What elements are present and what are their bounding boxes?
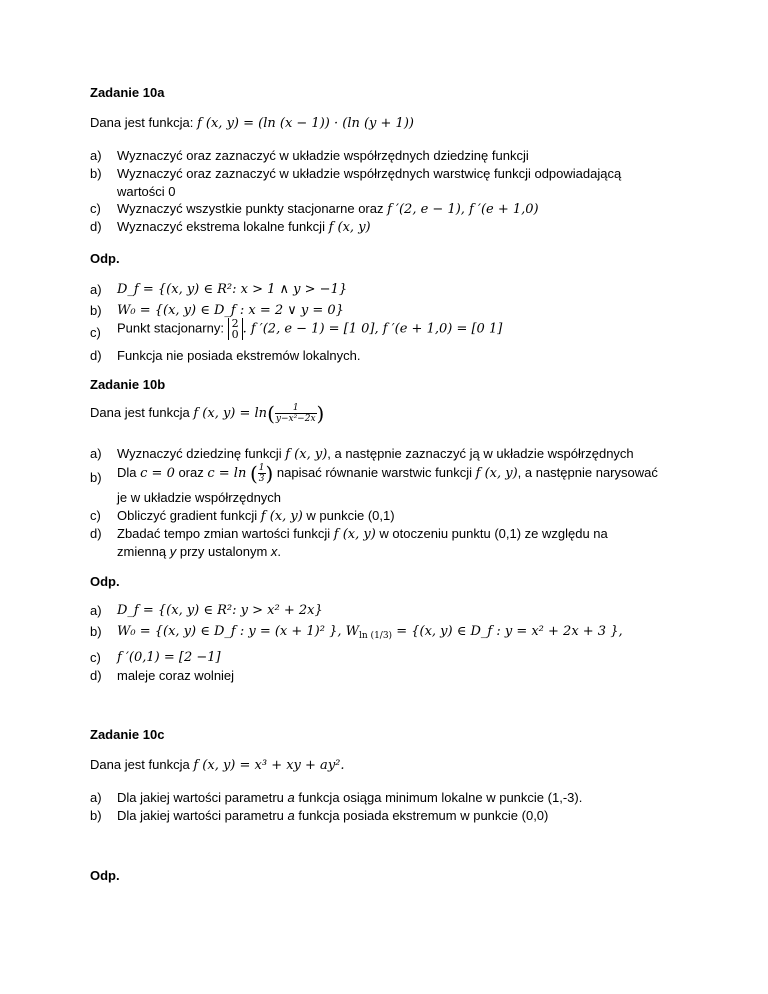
task-10c-b-text: Dla jakiej wartości parametru bbox=[117, 808, 288, 823]
task-10b-a bbox=[117, 446, 634, 462]
formula-10a: f (x, y) = (ln (x − 1)) · (ln (y + 1)) bbox=[196, 116, 414, 131]
formula-10c: f (x, y) = x³ + xy + ay². bbox=[193, 758, 345, 773]
odp-10a: Odp. bbox=[90, 251, 120, 266]
task-10b-d-line2b: y bbox=[169, 544, 177, 559]
task-10a-c-math: f ′(2, e − 1), f ′(e + 1,0) bbox=[387, 202, 539, 217]
intro-10c bbox=[90, 757, 345, 773]
task-10c-b-param: a bbox=[287, 808, 295, 823]
task-10c-a-text2: funkcja osiąga minimum lokalne w punkcie (1,-3). bbox=[294, 790, 583, 805]
task-10b-d-label: d) bbox=[90, 526, 102, 541]
fraction-10b-numerator: 1 bbox=[275, 403, 317, 414]
ans-10b-a-label: a) bbox=[90, 603, 102, 618]
task-10c-a-text: Dla jakiej wartości parametru bbox=[117, 790, 288, 805]
matrix-top: 2 bbox=[231, 317, 239, 330]
odp-10b: Odp. bbox=[90, 574, 120, 589]
fraction-10b-b-num: 1 bbox=[258, 463, 265, 473]
task-10b-c bbox=[117, 508, 395, 524]
task-10a-d-math: f (x, y) bbox=[328, 220, 371, 235]
task-10b-b-math2: c = ln bbox=[207, 465, 247, 481]
fraction-10b-b-den: 3 bbox=[258, 474, 265, 484]
task-10a-c bbox=[117, 201, 539, 217]
task-10b-d-text: Zbadać tempo zmian wartości funkcji bbox=[117, 526, 334, 541]
ans-10a-d: Funkcja nie posiada ekstremów lokalnych. bbox=[117, 348, 361, 363]
task-10c-a-label: a) bbox=[90, 790, 102, 805]
task-10a-a-label: a) bbox=[90, 148, 102, 163]
ans-10a-c-label: c) bbox=[90, 325, 101, 340]
task-10b-b-line2: je w układzie współrzędnych bbox=[117, 490, 282, 505]
stationary-point-matrix bbox=[228, 318, 243, 340]
ans-10a-a: D_f = {(x, y) ∈ R²: x > 1 ∧ y > −1} bbox=[117, 282, 348, 297]
ans-10b-d-label: d) bbox=[90, 668, 102, 683]
heading-zadanie-10b: Zadanie 10b bbox=[90, 377, 166, 392]
heading-zadanie-10a: Zadanie 10a bbox=[90, 85, 165, 100]
task-10b-b-text3: , a następnie narysować bbox=[517, 464, 658, 480]
task-10a-c-label: c) bbox=[90, 201, 101, 216]
heading-zadanie-10c: Zadanie 10c bbox=[90, 727, 165, 742]
task-10a-b-label: b) bbox=[90, 166, 102, 181]
ans-10a-d-label: d) bbox=[90, 348, 102, 363]
task-10b-c-text2: w punkcie (0,1) bbox=[302, 508, 395, 523]
fraction-10b bbox=[275, 403, 317, 424]
task-10c-a-param: a bbox=[287, 790, 295, 805]
ans-10a-c bbox=[117, 318, 502, 340]
fraction-10b-denominator: y−x²−2x bbox=[275, 414, 316, 424]
task-10b-d-line2a: zmienną bbox=[117, 544, 170, 559]
task-10b-b-math1: c = 0 bbox=[140, 465, 175, 481]
task-10b-d-text2: w otoczeniu punktu (0,1) ze względu na bbox=[375, 526, 608, 541]
intro-10b bbox=[90, 403, 324, 424]
matrix-bottom: 0 bbox=[231, 328, 239, 341]
task-10a-c-text: Wyznaczyć wszystkie punkty stacjonarne oraz bbox=[117, 201, 388, 216]
task-10c-a bbox=[117, 790, 582, 805]
task-10b-c-math: f (x, y) bbox=[260, 509, 303, 524]
ans-10a-b-label: b) bbox=[90, 303, 102, 318]
task-10b-d-line2 bbox=[117, 544, 281, 559]
fraction-10b-b bbox=[258, 463, 266, 484]
task-10c-b bbox=[117, 808, 548, 823]
ans-10b-c: f ′(0,1) = [2 −1] bbox=[117, 650, 221, 665]
task-10b-b-math3: f (x, y) bbox=[475, 465, 518, 481]
task-10a-d bbox=[117, 219, 371, 235]
task-10c-b-text2: funkcja posiada ekstremum w punkcie (0,0) bbox=[294, 808, 549, 823]
task-10a-d-text: Wyznaczyć ekstrema lokalne funkcji bbox=[117, 219, 329, 234]
ans-10b-a: D_f = {(x, y) ∈ R²: y > x² + 2x} bbox=[117, 603, 323, 618]
odp-10c: Odp. bbox=[90, 868, 120, 883]
ans-10a-b: W₀ = {(x, y) ∈ D_f : x = 2 ∨ y = 0} bbox=[117, 303, 344, 318]
intro-10a bbox=[90, 115, 414, 131]
task-10b-a-label: a) bbox=[90, 446, 102, 461]
paren-open: ( bbox=[267, 401, 275, 426]
task-10b-d-math: f (x, y) bbox=[333, 527, 376, 542]
task-10b-b-label: b) bbox=[90, 470, 102, 485]
task-10a-b: Wyznaczyć oraz zaznaczyć w układzie współrzędnych warstwicę funkcji odpowiadającą bbox=[117, 166, 622, 181]
task-10b-d-line2d: x bbox=[270, 544, 278, 559]
task-10b-b-text2: napisać równanie warstwic funkcji bbox=[273, 464, 476, 480]
ans-10b-b-math1: W₀ = {(x, y) ∈ D_f : y = (x + 1)² }, bbox=[117, 624, 342, 639]
paren-open-b: ( bbox=[249, 461, 258, 486]
intro-10a-text: Dana jest funkcja: bbox=[90, 115, 197, 130]
task-10b-a-math: f (x, y) bbox=[285, 447, 328, 462]
task-10a-d-label: d) bbox=[90, 219, 102, 234]
task-10b-d bbox=[117, 526, 608, 542]
task-10a-b-line2: wartości 0 bbox=[117, 184, 176, 199]
task-10b-c-label: c) bbox=[90, 508, 101, 523]
task-10b-d-line2c: przy ustalonym bbox=[176, 544, 271, 559]
task-10c-b-label: b) bbox=[90, 808, 102, 823]
ans-10b-c-label: c) bbox=[90, 650, 101, 665]
task-10b-b-text: Dla bbox=[117, 464, 141, 480]
task-10b-c-text: Obliczyć gradient funkcji bbox=[117, 508, 261, 523]
task-10b-a-text2: , a następnie zaznaczyć ją w układzie współrzędnych bbox=[327, 446, 634, 461]
formula-10b-lhs: f (x, y) = ln bbox=[193, 405, 268, 421]
ans-10b-d: maleje coraz wolniej bbox=[117, 668, 235, 683]
task-10b-d-line2e: . bbox=[277, 544, 282, 559]
paren-close-b: ) bbox=[265, 461, 274, 486]
ans-10b-b-math2: = {(x, y) ∈ D_f : y = x² + 2x + 3 }, bbox=[392, 624, 623, 639]
intro-10c-text: Dana jest funkcja bbox=[90, 757, 194, 772]
task-10b-b-mid: oraz bbox=[174, 464, 208, 480]
intro-10b-text: Dana jest funkcja bbox=[90, 404, 194, 420]
task-10b-a-text: Wyznaczyć dziedzinę funkcji bbox=[117, 446, 286, 461]
paren-close: ) bbox=[316, 401, 325, 426]
task-10b-b bbox=[117, 463, 658, 484]
ans-10a-a-label: a) bbox=[90, 282, 102, 297]
ans-10b-b-wsub: ln (1/3) bbox=[359, 631, 393, 641]
ans-10a-c-rest: . f ′(2, e − 1) = [1 0], f ′(e + 1,0) = [0 1] bbox=[242, 321, 503, 337]
task-10a-a: Wyznaczyć oraz zaznaczyć w układzie współrzędnych dziedzinę funkcji bbox=[117, 148, 529, 163]
ans-10b-b-label: b) bbox=[90, 624, 102, 639]
ans-10a-c-text: Punkt stacjonarny: bbox=[117, 320, 228, 336]
ans-10b-b: W₀ = {(x, y) ∈ D_f : y = (x + 1)² }, $W_{ln (1/3)} = \{(x$, y) ∈ D_f : y = x² + 2x + 3 }, bbox=[117, 624, 623, 641]
